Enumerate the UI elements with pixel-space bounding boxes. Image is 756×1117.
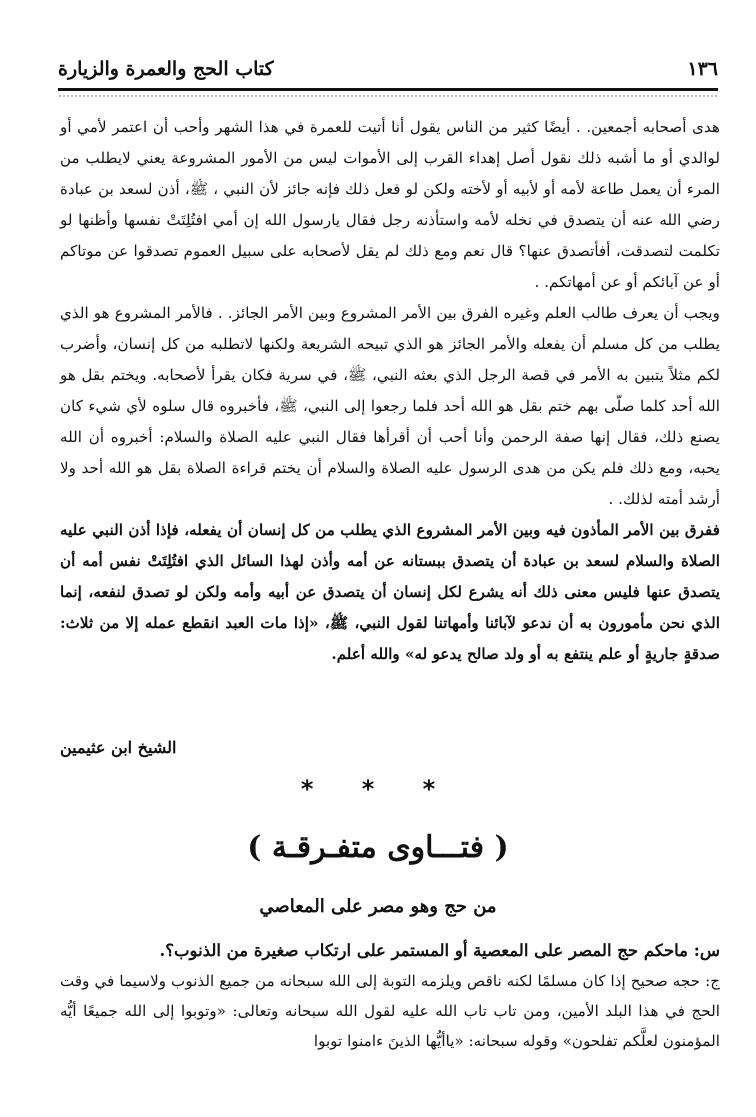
author-signature: الشيخ ابن عثيمين: [60, 738, 177, 757]
paragraph-1: هدى أصحابه أجمعين. . أيضًا كثير من الناس يقول أنا أتيت للعمرة في هذا الشهر وأحب أن اعتمر لأمي أو لوالدي أو ما أشبه ذلك نقول أصل إهداء القرب إلى الأموات ليس من الأمور المشروعة يعني لايطلب من المرء أن يعمل طاعة لأمه أو لأبيه أو لأخته ولكن لو فعل ذلك فإنه جائز لأن النبي ، ﷺ، أذن لسعد بن عبادة رضي الله عنه أن يتصدق في نخله لأمه واستأذنه رجل فقال يارسول الله إن أمي افتُلِتَتْ نفسها وأظنها لو تكلمت لتصدقت، أفأتصدق عنها؟ قال نعم ومع ذلك لم يقل لأصحابه على سبيل العموم تصدقوا عن موتاكم أو عن آبائكم أو عن أمهاتكم. .: [60, 118, 720, 291]
question-text: س: ماحكم حج المصر على المعصية أو المستمر على ارتكاب صغيرة من الذنوب؟.: [159, 941, 720, 960]
answer-text: ج: حجه صحيح إذا كان مسلمًا لكنه ناقص ويلزمه التوبة إلى الله سبحانه من جميع الذنوب ولاسيما في وقت الحج في هذا البلد الأمين، ومن تاب تاب الله عليه لقول الله سبحانه وتعالى: «وتوبوا إلى الله جميعًا أيُّه المؤمنون لعلَّكم تفلحون» وقوله سبحانه: «ياأيُّها الذينَ ءامنوا توبوا: [60, 972, 720, 1050]
section-separator: * * *: [300, 775, 456, 803]
question-heading: من حج وهو مصر على المعاصي: [259, 896, 497, 917]
header-dotted-rule: [58, 94, 718, 98]
question-answer-block: [60, 936, 720, 1056]
paragraph-3: ففرق بين الأمر المأذون فيه وبين الأمر المشروع الذي يطلب من كل إنسان أن يفعله، فإذا أذن النبي عليه الصلاة والسلام لسعد بن عبادة أن يتصدق ببستانه عن أمه وأذن لهذا السائل الذي افتُلِتَتْ نفس أمه أن يتصدق عنها فليس معنى ذلك أنه يشرع لكل إنسان أن يتصدق عن أبيه وأمه ولكن لو تصدق لنفعه، إنما الذي نحن مأمورون به أن ندعو لآبائنا وأمهاتنا لقول النبي، ﷺ، «إذا مات العبد انقطع عمله إلا من ثلاث: صدقةٍ جاريةٍ أو علم ينتفع به أو ولد صالح يدعو له» والله أعلم.: [60, 521, 720, 663]
section-title: ( فتـــاوى متفـرقـة ): [247, 830, 509, 865]
header-rule: [58, 88, 718, 91]
main-text: [60, 112, 720, 670]
page-number: ١٣٦: [687, 58, 718, 80]
running-title: كتاب الحج والعمرة والزيارة: [58, 58, 274, 80]
paragraph-2: ويجب أن يعرف طالب العلم وغيره الفرق بين الأمر المشروع وبين الأمر الجائز. . فالأمر المشروع هو الذي يطلب من كل مسلم أن يفعله والأمر الجائز هو الذي تبيحه الشريعة ولكنها لاتطلبه من كل إنسان، وأضرب لكم مثلاً يتبين به الأمر في قصة الرجل الذي بعثه النبي، ﷺ، في سرية فكان يقرأ لأصحابه. ويختم بقل هو الله أحد كلما صلّى بهم ختم بقل هو الله أحد فلما رجعوا إلى النبي، ﷺ، فأخبروه قال سلوه لأي شيء كان يصنع ذلك، فقال إنها صفة الرحمن وأنا أحب أن أقرأها فقال النبي عليه الصلاة والسلام: أخبروه أن الله يحبه، ومع ذلك فلم يكن من هدى الرسول عليه الصلاة والسلام أن يختم قراءة الصلاة بقل هو الله أحد ولا أرشد أمته لذلك. .: [60, 304, 720, 508]
